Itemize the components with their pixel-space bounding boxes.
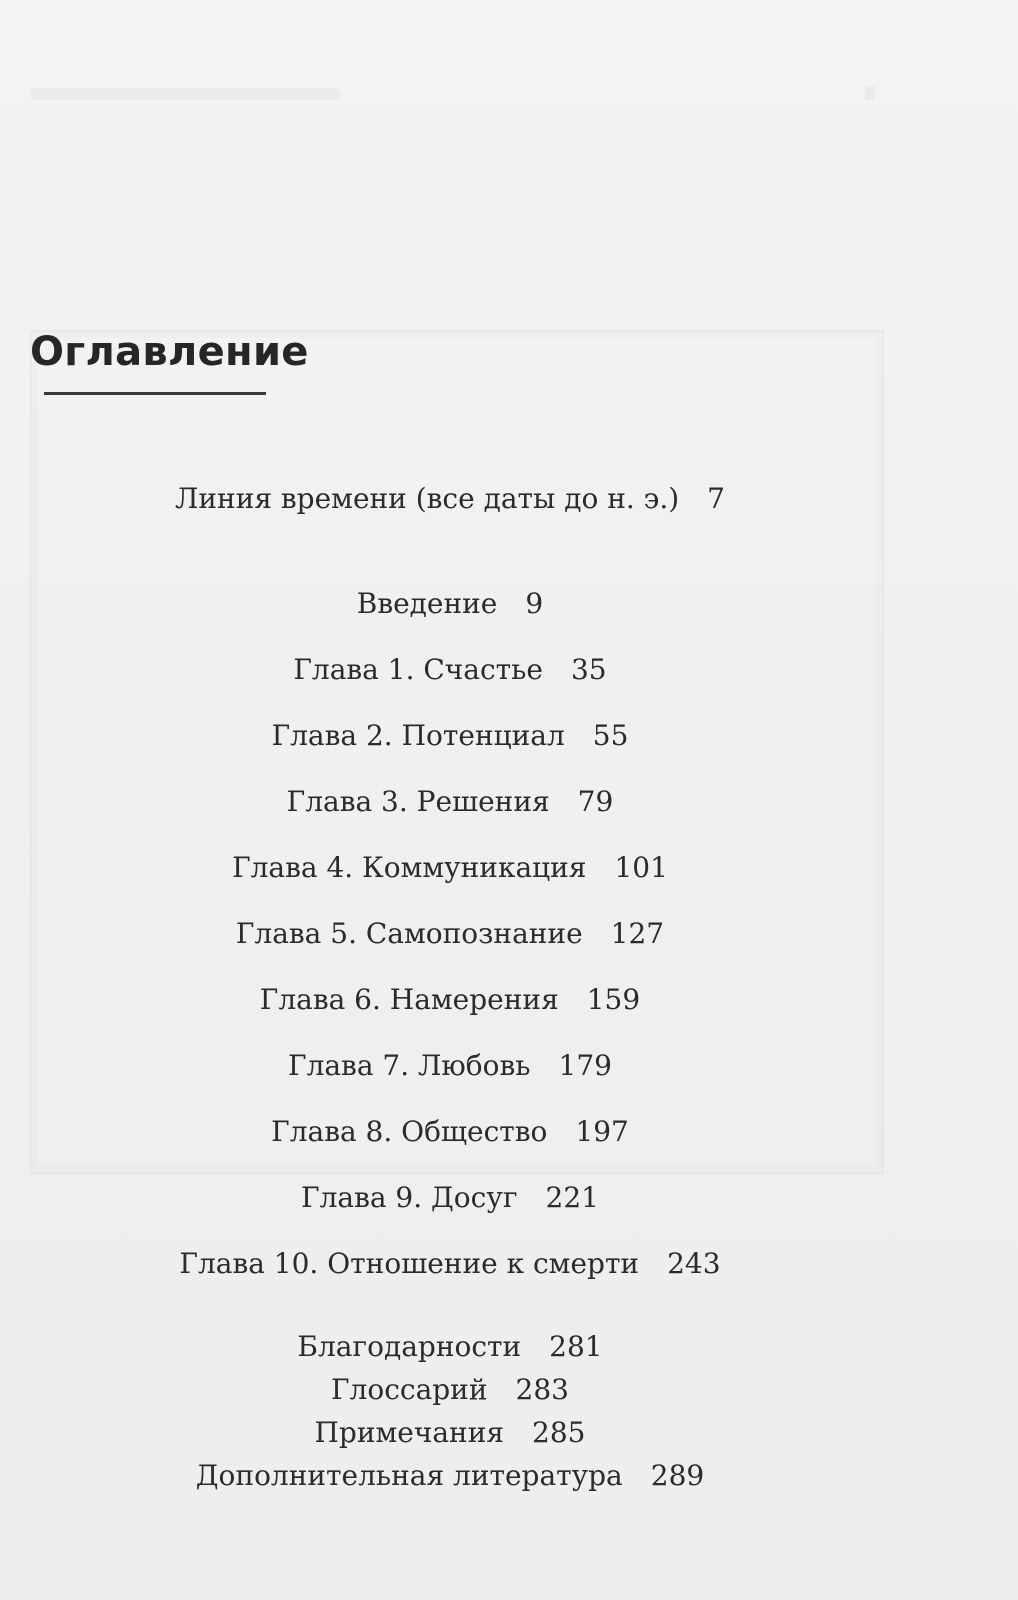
heading-underline bbox=[44, 392, 266, 395]
toc-entry-title: Дополнительная литература bbox=[195, 1459, 623, 1492]
toc-entry bbox=[0, 917, 900, 950]
toc-entry-title: Линия времени (все даты до н. э.) bbox=[175, 482, 680, 515]
toc-entry bbox=[0, 1459, 900, 1492]
toc-entry bbox=[0, 1373, 900, 1406]
toc-entry-title: Примечания bbox=[314, 1416, 505, 1449]
toc-entry-title: Глава 9. Досуг bbox=[301, 1181, 518, 1214]
toc-entry-title: Глава 7. Любовь bbox=[288, 1049, 531, 1082]
toc-entry-title: Глава 4. Коммуникация bbox=[232, 851, 587, 884]
toc-entry-title: Глава 2. Потенциал bbox=[271, 719, 565, 752]
toc-entry-page: 101 bbox=[614, 851, 668, 884]
toc-entry bbox=[0, 851, 900, 884]
toc-entry-title: Глава 1. Счастье bbox=[293, 653, 543, 686]
toc-entry-title: Глава 8. Общество bbox=[271, 1115, 548, 1148]
toc-entry-page: 127 bbox=[610, 917, 665, 950]
toc-entry-page: 179 bbox=[558, 1049, 612, 1082]
toc-entry-title: Глава 3. Решения bbox=[286, 785, 550, 818]
toc-entry-page: 243 bbox=[667, 1247, 721, 1280]
show-through-page-number bbox=[865, 86, 875, 100]
toc-entry-page: 159 bbox=[586, 983, 641, 1016]
toc-entry bbox=[0, 785, 900, 818]
toc-entry-title: Глава 10. Отношение к смерти bbox=[179, 1247, 640, 1280]
toc-entry-title: Глоссарий bbox=[331, 1373, 488, 1406]
toc-entry bbox=[0, 482, 900, 515]
toc-entry bbox=[0, 1247, 900, 1280]
toc-entry-page: 7 bbox=[707, 482, 725, 515]
toc-entry bbox=[0, 1115, 900, 1148]
toc-entry-title: Введение bbox=[356, 587, 498, 620]
toc-entry-title: Благодарности bbox=[297, 1330, 522, 1363]
toc-entry-page: 79 bbox=[577, 785, 614, 818]
toc-entry-title: Глава 5. Самопознание bbox=[235, 917, 583, 950]
toc-entry bbox=[0, 653, 900, 686]
toc-entry bbox=[0, 983, 900, 1016]
toc-heading: Оглавление bbox=[30, 329, 309, 375]
toc-entry bbox=[0, 1181, 900, 1214]
show-through-header bbox=[30, 88, 340, 100]
toc-entry-page: 285 bbox=[532, 1416, 586, 1449]
toc-entry-page: 197 bbox=[575, 1115, 629, 1148]
toc-entry bbox=[0, 719, 900, 752]
toc-entry bbox=[0, 587, 900, 620]
toc-entry-page: 289 bbox=[650, 1459, 705, 1492]
toc-entry-title: Глава 6. Намерения bbox=[259, 983, 559, 1016]
toc-entry bbox=[0, 1049, 900, 1082]
toc-entry bbox=[0, 1330, 900, 1363]
toc-entry-page: 221 bbox=[545, 1181, 599, 1214]
toc-entry bbox=[0, 1416, 900, 1449]
toc-entry-page: 35 bbox=[570, 653, 607, 686]
toc-entry-page: 9 bbox=[525, 587, 544, 620]
toc-entry-page: 281 bbox=[549, 1330, 603, 1363]
toc-entry-page: 283 bbox=[515, 1373, 569, 1406]
show-through-frame bbox=[30, 330, 884, 1174]
toc-entry-page: 55 bbox=[592, 719, 629, 752]
